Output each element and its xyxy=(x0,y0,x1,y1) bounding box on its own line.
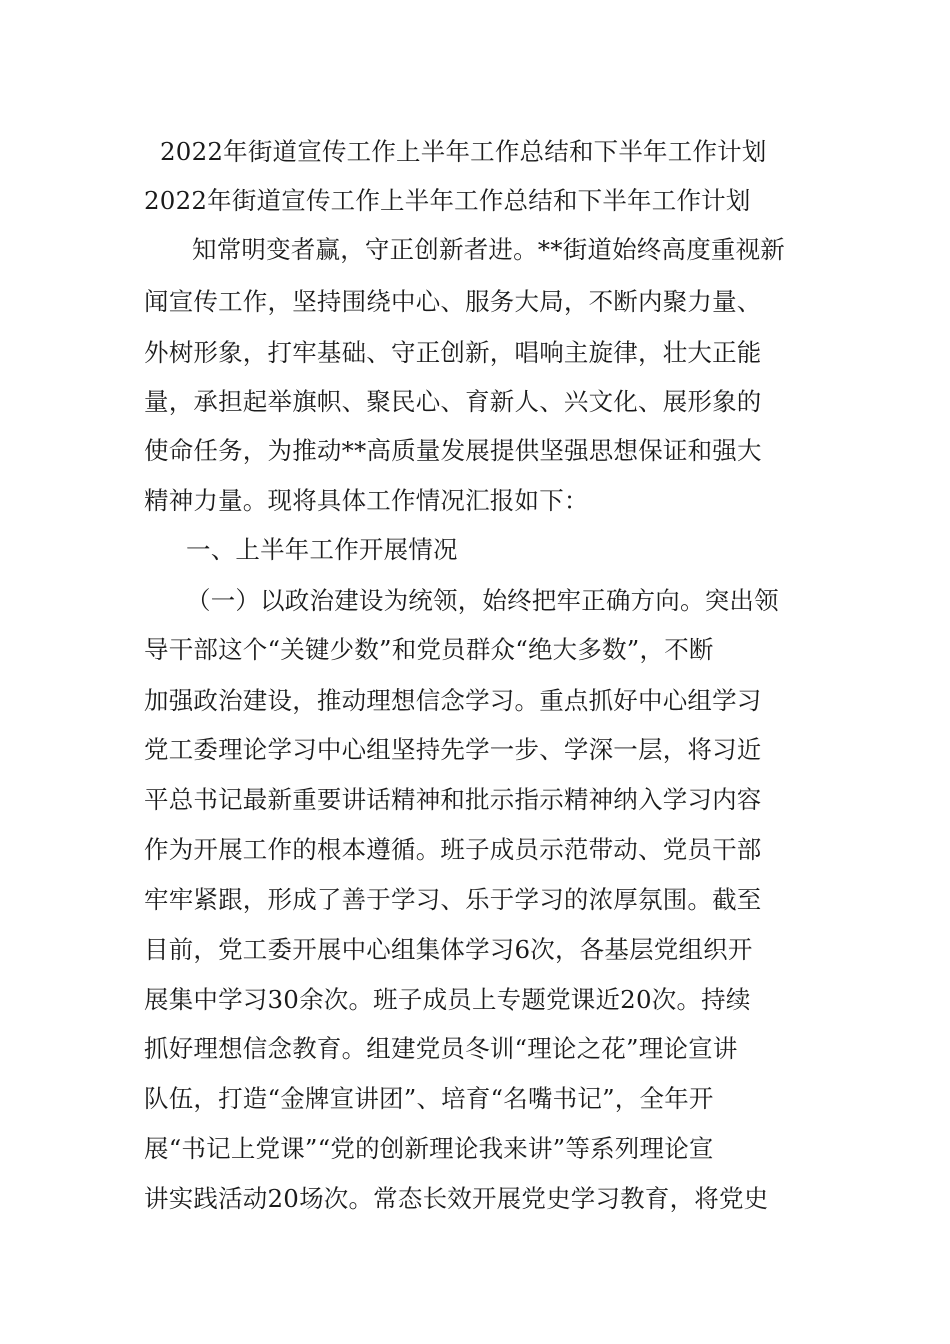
paragraph-line: 作为开展工作的根本遵循。班子成员示范带动、党员干部 xyxy=(144,835,762,864)
paragraph-line: （一）以政治建设为统领，始终把牢正确方向。突出领 xyxy=(186,586,779,615)
document-title-line-2: 2022年街道宣传工作上半年工作总结和下半年工作计划 xyxy=(144,186,751,215)
paragraph-line: 目前，党工委开展中心组集体学习6次，各基层党组织开 xyxy=(144,935,753,964)
section-heading: 一、上半年工作开展情况 xyxy=(186,535,458,564)
paragraph-line: 牢牢紧跟，形成了善于学习、乐于学习的浓厚氛围。截至 xyxy=(144,885,762,914)
paragraph-line: 讲实践活动20场次。常态长效开展党史学习教育，将党史 xyxy=(144,1184,769,1213)
paragraph-line: 队伍，打造“金牌宣讲团”、培育“名嘴书记”，全年开 xyxy=(144,1084,714,1113)
paragraph-line: 抓好理想信念教育。组建党员冬训“理论之花”理论宣讲 xyxy=(144,1034,738,1063)
paragraph-line: 加强政治建设，推动理想信念学习。重点抓好中心组学习 xyxy=(144,686,762,715)
document-title-line-1: 2022年街道宣传工作上半年工作总结和下半年工作计划 xyxy=(160,137,767,166)
paragraph-line: 闻宣传工作，坚持围绕中心、服务大局，不断内聚力量、 xyxy=(144,287,762,316)
paragraph-line: 外树形象，打牢基础、守正创新，唱响主旋律，壮大正能 xyxy=(144,338,762,367)
paragraph-line: 量，承担起举旗帜、聚民心、育新人、兴文化、展形象的 xyxy=(144,387,762,416)
paragraph-line: 导干部这个“关键少数”和党员群众“绝大多数”，不断 xyxy=(144,635,714,664)
paragraph-line: 展“书记上党课”“党的创新理论我来讲”等系列理论宣 xyxy=(144,1134,714,1163)
paragraph-line: 精神力量。现将具体工作情况汇报如下： xyxy=(144,486,589,515)
paragraph-line: 使命任务，为推动**高质量发展提供坚强思想保证和强大 xyxy=(144,436,762,465)
paragraph-line: 平总书记最新重要讲话精神和批示指示精神纳入学习内容 xyxy=(144,785,762,814)
paragraph-line: 党工委理论学习中心组坚持先学一步、学深一层，将习近 xyxy=(144,735,762,764)
paragraph-line: 知常明变者赢，守正创新者进。**街道始终高度重视新 xyxy=(192,235,785,264)
paragraph-line: 展集中学习30余次。班子成员上专题党课近20次。持续 xyxy=(144,985,751,1014)
